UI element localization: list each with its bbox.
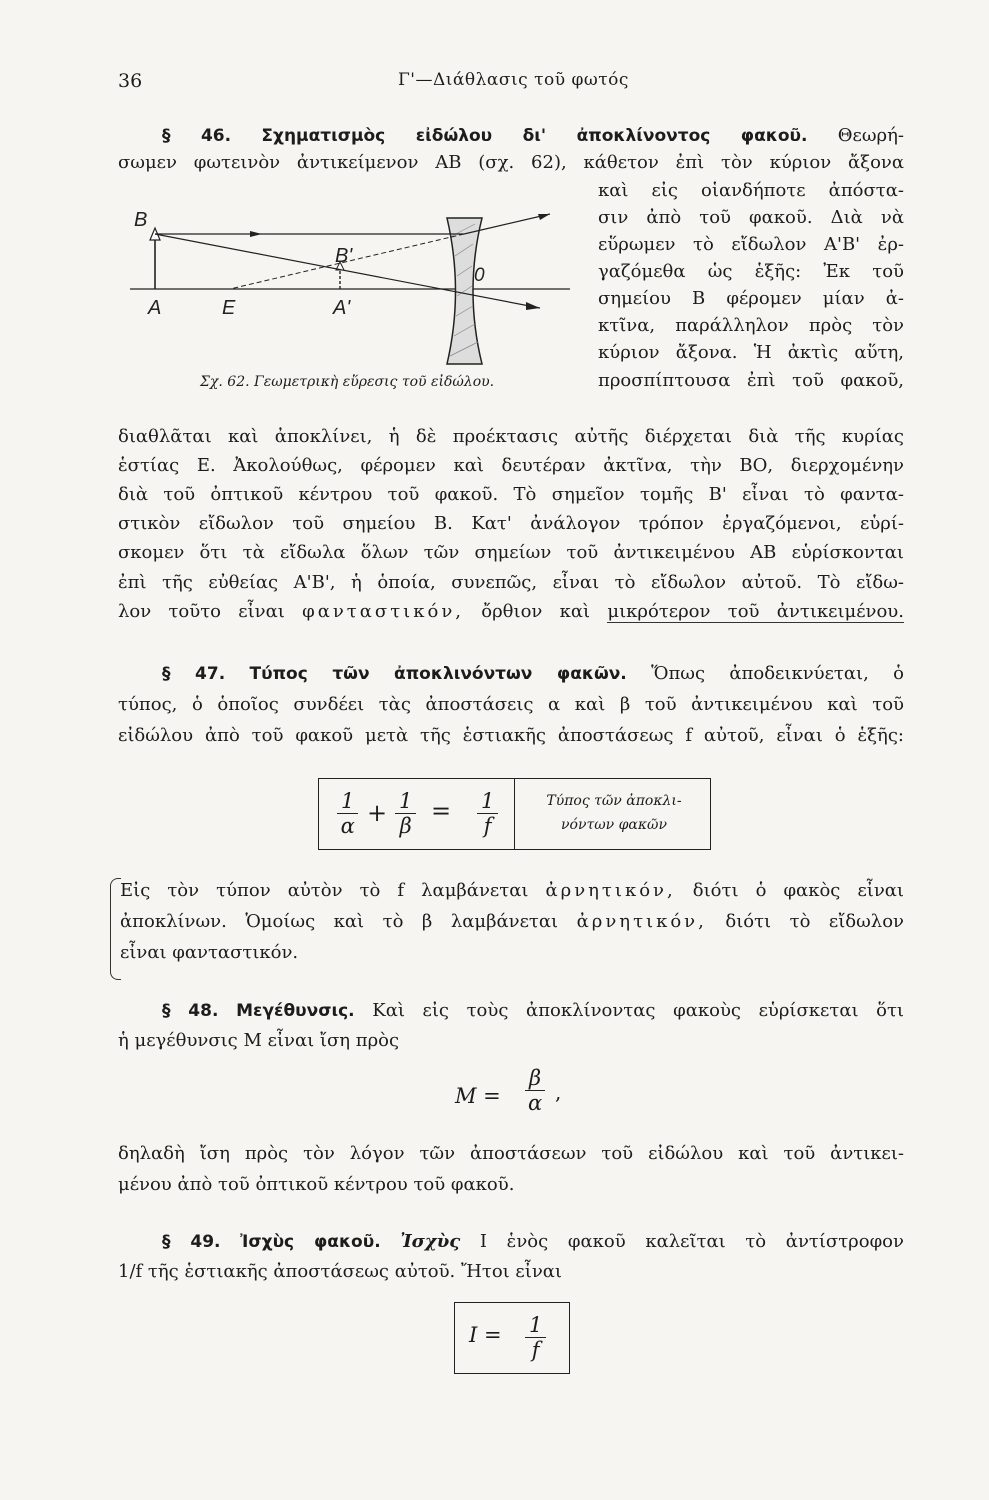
lens-diagram bbox=[130, 196, 570, 376]
s47-line-1 bbox=[162, 661, 904, 687]
s49-line-2: 1/f τῆς ἑστιακῆς ἀποστάσεως αὐτοῦ. Ἤτοι εἶναι bbox=[118, 1261, 562, 1282]
s47-title: Τύπος τῶν ἀποκλινόντων φακῶν. bbox=[249, 664, 627, 684]
text-run: Εἰς τὸν τύπον αὐτὸν τὸ f λαμβάνεται bbox=[120, 880, 529, 901]
fraction-1-over-beta bbox=[395, 789, 416, 838]
formula-label-2: νόντων φακῶν bbox=[561, 817, 667, 833]
numerator: β bbox=[525, 1066, 545, 1091]
numerator: 1 bbox=[395, 789, 416, 814]
equals-sign: = bbox=[431, 797, 452, 825]
figure-caption: Σχ. 62. Γεωμετρικὴ εὕρεσις τοῦ εἰδώλου. bbox=[200, 374, 495, 390]
s49-title: Ἰσχὺς φακοῦ. bbox=[240, 1232, 381, 1252]
text-run: διότι ὁ φακὸς εἶναι bbox=[692, 880, 904, 901]
s49-line-1 bbox=[162, 1229, 904, 1255]
s46-line-last bbox=[118, 599, 904, 625]
s49-term: Ἰσχὺς bbox=[400, 1231, 461, 1252]
numerator: 1 bbox=[337, 789, 358, 814]
s46-line-2: σωμεν φωτεινὸν ἀντικείμενον ΑΒ (σχ. 62), κάθετον ἐπὶ τὸν κύριον ἄξονα bbox=[118, 152, 904, 173]
page-number: 36 bbox=[118, 70, 143, 92]
note-line-2 bbox=[120, 909, 904, 935]
ray-arrow bbox=[250, 231, 262, 237]
numerator: 1 bbox=[477, 789, 498, 814]
central-ray-arrow bbox=[526, 302, 540, 310]
fraction-beta-over-alpha bbox=[525, 1066, 545, 1115]
s48-title: Μεγέθυνσις. bbox=[236, 1001, 355, 1021]
s49-number: § 49. bbox=[162, 1232, 221, 1252]
s48-text: Καὶ εἰς τοὺς ἀποκλίνοντας φακοὺς εὑρίσκεται ὅτι bbox=[372, 1000, 904, 1021]
label-b: B bbox=[134, 209, 148, 231]
denominator: α bbox=[340, 814, 355, 838]
s48-line-4: μένου ἀπὸ τοῦ ὀπτικοῦ κέντρου τοῦ φακοῦ. bbox=[118, 1174, 515, 1195]
label-a-prime: A' bbox=[333, 297, 351, 319]
fraction-1-over-alpha bbox=[337, 789, 358, 838]
s46-line: σκομεν ὅτι τὰ εἴδωλα ὅλων τῶν σημείων τοῦ ἀντικειμένου ΑΒ εὑρίσκονται bbox=[118, 542, 904, 563]
s46-line: ἑστίας Ε. Ἀκολούθως, φέρομεν καὶ δευτέραν ἀκτῖνα, τὴν ΒΟ, διερχομένην bbox=[118, 455, 904, 476]
s46-right-line: κτῖνα, παράλληλον πρὸς τὸν bbox=[598, 315, 904, 336]
denominator: f bbox=[483, 814, 492, 838]
s48-line-2: ἡ μεγέθυνσις Μ εἶναι ἴση πρὸς bbox=[118, 1030, 400, 1051]
s46-number: § 46. bbox=[162, 126, 232, 146]
s46-right-line: σημείου Β φέρομεν μίαν ἀ- bbox=[598, 288, 904, 309]
s46-right-line: καὶ εἰς οἱανδήποτε ἀπόστα- bbox=[598, 180, 904, 201]
label-b-prime: B' bbox=[335, 245, 353, 267]
s46-line: στικὸν εἴδωλον τοῦ σημείου Β. Κατ' ἀνάλογον τρόπον ἐργαζόμενοι, εὑρί- bbox=[118, 513, 904, 534]
denominator: f bbox=[531, 1338, 540, 1362]
running-title: Γ'—Διάθλασις τοῦ φωτός bbox=[398, 70, 629, 90]
note-line-1 bbox=[120, 878, 904, 904]
s46-right-line: γαζόμεθα ὡς ἑξῆς: Ἐκ τοῦ bbox=[598, 261, 904, 282]
plus-sign: + bbox=[367, 799, 388, 827]
s46-line-1 bbox=[162, 123, 904, 149]
fraction-1-over-f bbox=[477, 789, 498, 838]
s46-text: Θεωρή- bbox=[837, 125, 904, 146]
label-e: E bbox=[222, 297, 236, 319]
s47-text: Ὅπως ἀποδεικνύεται, ὁ bbox=[651, 663, 904, 684]
text-run: διότι τὸ εἴδωλον bbox=[725, 911, 904, 932]
s49-text: Ι ἑνὸς φακοῦ καλεῖται τὸ ἀντίστροφον bbox=[479, 1231, 904, 1252]
fraction-1-over-f bbox=[525, 1313, 546, 1362]
text-run: λον τοῦτο εἶναι bbox=[118, 601, 285, 622]
label-o: 0 bbox=[474, 265, 485, 286]
s46-right-line: εὕρωμεν τὸ εἴδωλον Α'Β' ἐρ- bbox=[598, 234, 904, 255]
denominator: β bbox=[399, 814, 412, 838]
equation-lhs: Μ = bbox=[455, 1084, 501, 1108]
lens-formula-box bbox=[318, 778, 711, 850]
refracted-ray-arrow bbox=[538, 214, 550, 220]
underlined-text: μικρότερον τοῦ ἀντικειμένου. bbox=[607, 601, 904, 622]
equation-lhs: Ι = bbox=[469, 1323, 502, 1347]
s47-line-2: τύπος, ὁ ὁποῖος συνδέει τὰς ἀποστάσεις α καὶ β τοῦ ἀντικειμένου καὶ τοῦ bbox=[118, 694, 904, 715]
s47-number: § 47. bbox=[162, 664, 226, 684]
numerator: 1 bbox=[525, 1313, 546, 1338]
note-line-3: εἶναι φανταστικόν. bbox=[120, 942, 299, 963]
comma: , bbox=[555, 1080, 562, 1104]
formula-divider bbox=[514, 779, 515, 849]
s46-title: Σχηματισμὸς εἰδώλου δι' ἀποκλίνοντος φακοῦ. bbox=[261, 126, 808, 146]
s48-line-1 bbox=[162, 998, 904, 1024]
s46-right-line: κύριον ἄξονα. Ἡ ἀκτὶς αὕτη, bbox=[598, 342, 904, 363]
label-a: A bbox=[148, 297, 162, 319]
s48-line-3: δηλαδὴ ἴση πρὸς τὸν λόγον τῶν ἀποστάσεων τοῦ εἰδώλου καὶ τοῦ ἀντικει- bbox=[118, 1143, 904, 1164]
power-formula-box bbox=[454, 1302, 570, 1374]
denominator: α bbox=[527, 1091, 543, 1115]
magnification-equation bbox=[455, 1066, 615, 1126]
s48-number: § 48. bbox=[162, 1001, 219, 1021]
s46-right-line: σιν ἀπὸ τοῦ φακοῦ. Διὰ νὰ bbox=[598, 207, 904, 228]
emphasis-negative: ἀρνητικόν, bbox=[576, 911, 707, 932]
text-run: ὄρθιον καὶ bbox=[481, 601, 591, 622]
formula-label-1: Τύπος τῶν ἀποκλι- bbox=[546, 793, 682, 809]
s46-line: διαθλᾶται καὶ ἀποκλίνει, ἡ δὲ προέκτασις αὐτῆς διέρχεται διὰ τῆς κυρίας bbox=[118, 426, 904, 447]
emphasis-fantastic: φανταστικόν, bbox=[302, 601, 464, 622]
text-run: ἀποκλίνων. Ὁμοίως καὶ τὸ β λαμβάνεται bbox=[120, 911, 559, 932]
s46-line: ἐπὶ τῆς εὐθείας Α'Β', ἡ ὁποία, συνεπῶς, εἶναι τὸ εἴδωλον αὐτοῦ. Τὸ εἴδω- bbox=[118, 572, 904, 593]
s47-line-3: εἰδώλου ἀπὸ τοῦ φακοῦ μετὰ τῆς ἑστιακῆς ἀποστάσεως f αὐτοῦ, εἶναι ὁ ἑξῆς: bbox=[118, 725, 904, 746]
s46-line: διὰ τοῦ ὀπτικοῦ κέντρου τοῦ φακοῦ. Τὸ σημεῖον τομῆς Β' εἶναι τὸ φαντα- bbox=[118, 484, 904, 505]
s46-right-line: προσπίπτουσα ἐπὶ τοῦ φακοῦ, bbox=[598, 370, 904, 391]
emphasis-negative: ἀρνητικόν, bbox=[545, 880, 676, 901]
